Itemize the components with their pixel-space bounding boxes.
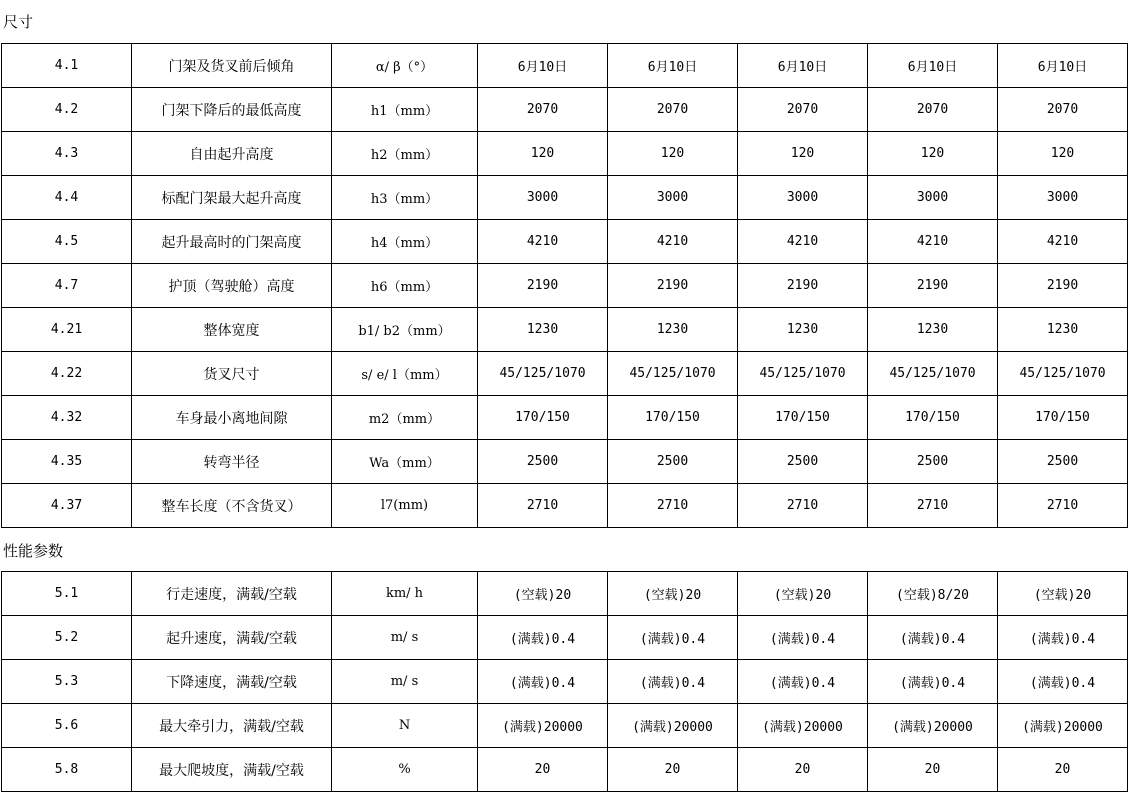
value-cell: (满载)0.4 bbox=[478, 616, 608, 660]
value-cell: (满载)20000 bbox=[478, 704, 608, 748]
value-cell: (满载)20000 bbox=[868, 704, 998, 748]
table-row bbox=[2, 44, 1128, 88]
performance-table bbox=[1, 571, 1128, 792]
value-cell: 1230 bbox=[738, 308, 868, 352]
value-cell: (满载)0.4 bbox=[478, 660, 608, 704]
value-cell: (空载)20 bbox=[478, 572, 608, 616]
param-name-cell: 门架及货叉前后倾角 bbox=[132, 44, 332, 88]
value-cell: 4210 bbox=[868, 220, 998, 264]
row-id-cell: 4.5 bbox=[2, 220, 132, 264]
param-name-cell: 下降速度，满载/空载 bbox=[132, 660, 332, 704]
table-row bbox=[2, 264, 1128, 308]
unit-cell: % bbox=[332, 748, 478, 792]
value-cell: 2190 bbox=[868, 264, 998, 308]
param-name-cell: 转弯半径 bbox=[132, 440, 332, 484]
value-cell: 6月10日 bbox=[998, 44, 1128, 88]
value-cell: (满载)0.4 bbox=[868, 616, 998, 660]
value-cell: (空载)20 bbox=[738, 572, 868, 616]
unit-cell: m/ s bbox=[332, 616, 478, 660]
row-id-cell: 5.8 bbox=[2, 748, 132, 792]
table-row bbox=[2, 352, 1128, 396]
value-cell: 2500 bbox=[478, 440, 608, 484]
value-cell: 2190 bbox=[998, 264, 1128, 308]
value-cell: (满载)0.4 bbox=[608, 616, 738, 660]
value-cell: 6月10日 bbox=[478, 44, 608, 88]
value-cell: (满载)0.4 bbox=[998, 660, 1128, 704]
value-cell: 2500 bbox=[608, 440, 738, 484]
param-name-cell: 行走速度，满载/空载 bbox=[132, 572, 332, 616]
value-cell: 120 bbox=[478, 132, 608, 176]
value-cell: 2500 bbox=[998, 440, 1128, 484]
unit-cell: m2（mm） bbox=[332, 396, 478, 440]
value-cell: 2190 bbox=[738, 264, 868, 308]
value-cell: 170/150 bbox=[478, 396, 608, 440]
table-row bbox=[2, 704, 1128, 748]
value-cell: 2710 bbox=[998, 484, 1128, 528]
param-name-cell: 标配门架最大起升高度 bbox=[132, 176, 332, 220]
row-id-cell: 5.3 bbox=[2, 660, 132, 704]
value-cell: 170/150 bbox=[738, 396, 868, 440]
table-row bbox=[2, 308, 1128, 352]
value-cell: (满载)0.4 bbox=[998, 616, 1128, 660]
param-name-cell: 门架下降后的最低高度 bbox=[132, 88, 332, 132]
table-row bbox=[2, 572, 1128, 616]
param-name-cell: 护顶（驾驶舱）高度 bbox=[132, 264, 332, 308]
value-cell: (空载)20 bbox=[608, 572, 738, 616]
section-title-performance: 性能参数 bbox=[3, 542, 64, 560]
value-cell: 1230 bbox=[998, 308, 1128, 352]
value-cell: (满载)20000 bbox=[738, 704, 868, 748]
table-row bbox=[2, 132, 1128, 176]
value-cell: 20 bbox=[998, 748, 1128, 792]
unit-cell: km/ h bbox=[332, 572, 478, 616]
unit-cell: s/ e/ l（mm） bbox=[332, 352, 478, 396]
value-cell: 120 bbox=[998, 132, 1128, 176]
unit-cell: m/ s bbox=[332, 660, 478, 704]
unit-cell: Wa（mm） bbox=[332, 440, 478, 484]
value-cell: 45/125/1070 bbox=[998, 352, 1128, 396]
section-title-dimensions: 尺寸 bbox=[3, 13, 34, 31]
value-cell: 3000 bbox=[608, 176, 738, 220]
value-cell: 6月10日 bbox=[738, 44, 868, 88]
unit-cell: h6（mm） bbox=[332, 264, 478, 308]
row-id-cell: 5.1 bbox=[2, 572, 132, 616]
param-name-cell: 起升速度，满载/空载 bbox=[132, 616, 332, 660]
value-cell: 2070 bbox=[738, 88, 868, 132]
row-id-cell: 4.4 bbox=[2, 176, 132, 220]
unit-cell: h2（mm） bbox=[332, 132, 478, 176]
value-cell: (满载)20000 bbox=[998, 704, 1128, 748]
value-cell: 120 bbox=[868, 132, 998, 176]
table-row bbox=[2, 484, 1128, 528]
unit-cell: N bbox=[332, 704, 478, 748]
table-row bbox=[2, 220, 1128, 264]
value-cell: 3000 bbox=[478, 176, 608, 220]
value-cell: 2500 bbox=[738, 440, 868, 484]
param-name-cell: 最大牵引力，满载/空载 bbox=[132, 704, 332, 748]
value-cell: 170/150 bbox=[868, 396, 998, 440]
value-cell: 20 bbox=[478, 748, 608, 792]
unit-cell: h1（mm） bbox=[332, 88, 478, 132]
value-cell: 20 bbox=[868, 748, 998, 792]
value-cell: 2190 bbox=[478, 264, 608, 308]
value-cell: (空载)8/20 bbox=[868, 572, 998, 616]
value-cell: 1230 bbox=[868, 308, 998, 352]
param-name-cell: 整车长度（不含货叉） bbox=[132, 484, 332, 528]
value-cell: 45/125/1070 bbox=[608, 352, 738, 396]
value-cell: 4210 bbox=[998, 220, 1128, 264]
value-cell: 2710 bbox=[608, 484, 738, 528]
value-cell: 6月10日 bbox=[608, 44, 738, 88]
unit-cell: l7(mm) bbox=[332, 484, 478, 528]
value-cell: 170/150 bbox=[998, 396, 1128, 440]
value-cell: 2500 bbox=[868, 440, 998, 484]
value-cell: 45/125/1070 bbox=[868, 352, 998, 396]
unit-cell: h3（mm） bbox=[332, 176, 478, 220]
param-name-cell: 起升最高时的门架高度 bbox=[132, 220, 332, 264]
row-id-cell: 5.6 bbox=[2, 704, 132, 748]
row-id-cell: 4.22 bbox=[2, 352, 132, 396]
value-cell: 120 bbox=[738, 132, 868, 176]
value-cell: 1230 bbox=[478, 308, 608, 352]
value-cell: 45/125/1070 bbox=[738, 352, 868, 396]
value-cell: (满载)20000 bbox=[608, 704, 738, 748]
value-cell: 2710 bbox=[738, 484, 868, 528]
value-cell: 4210 bbox=[608, 220, 738, 264]
value-cell: 3000 bbox=[868, 176, 998, 220]
value-cell: 2070 bbox=[998, 88, 1128, 132]
value-cell: 45/125/1070 bbox=[478, 352, 608, 396]
value-cell: 120 bbox=[608, 132, 738, 176]
table-row bbox=[2, 660, 1128, 704]
value-cell: 2070 bbox=[608, 88, 738, 132]
table-row bbox=[2, 88, 1128, 132]
value-cell: (满载)0.4 bbox=[738, 616, 868, 660]
param-name-cell: 车身最小离地间隙 bbox=[132, 396, 332, 440]
unit-cell: α/ β（°） bbox=[332, 44, 478, 88]
value-cell: (满载)0.4 bbox=[868, 660, 998, 704]
dimensions-table bbox=[1, 43, 1128, 528]
value-cell: 2710 bbox=[478, 484, 608, 528]
value-cell: 4210 bbox=[738, 220, 868, 264]
row-id-cell: 4.21 bbox=[2, 308, 132, 352]
unit-cell: h4（mm） bbox=[332, 220, 478, 264]
row-id-cell: 4.1 bbox=[2, 44, 132, 88]
table-row bbox=[2, 616, 1128, 660]
value-cell: (空载)20 bbox=[998, 572, 1128, 616]
value-cell: (满载)0.4 bbox=[608, 660, 738, 704]
row-id-cell: 5.2 bbox=[2, 616, 132, 660]
value-cell: 4210 bbox=[478, 220, 608, 264]
param-name-cell: 自由起升高度 bbox=[132, 132, 332, 176]
value-cell: 2710 bbox=[868, 484, 998, 528]
table-row bbox=[2, 176, 1128, 220]
unit-cell: b1/ b2（mm） bbox=[332, 308, 478, 352]
value-cell: 2070 bbox=[868, 88, 998, 132]
row-id-cell: 4.3 bbox=[2, 132, 132, 176]
value-cell: 170/150 bbox=[608, 396, 738, 440]
table-row bbox=[2, 440, 1128, 484]
value-cell: 1230 bbox=[608, 308, 738, 352]
row-id-cell: 4.37 bbox=[2, 484, 132, 528]
value-cell: (满载)0.4 bbox=[738, 660, 868, 704]
param-name-cell: 最大爬坡度，满载/空载 bbox=[132, 748, 332, 792]
value-cell: 2190 bbox=[608, 264, 738, 308]
param-name-cell: 整体宽度 bbox=[132, 308, 332, 352]
value-cell: 6月10日 bbox=[868, 44, 998, 88]
row-id-cell: 4.2 bbox=[2, 88, 132, 132]
row-id-cell: 4.32 bbox=[2, 396, 132, 440]
value-cell: 20 bbox=[608, 748, 738, 792]
value-cell: 2070 bbox=[478, 88, 608, 132]
value-cell: 3000 bbox=[738, 176, 868, 220]
table-row bbox=[2, 748, 1128, 792]
param-name-cell: 货叉尺寸 bbox=[132, 352, 332, 396]
table-row bbox=[2, 396, 1128, 440]
value-cell: 20 bbox=[738, 748, 868, 792]
value-cell: 3000 bbox=[998, 176, 1128, 220]
row-id-cell: 4.7 bbox=[2, 264, 132, 308]
row-id-cell: 4.35 bbox=[2, 440, 132, 484]
